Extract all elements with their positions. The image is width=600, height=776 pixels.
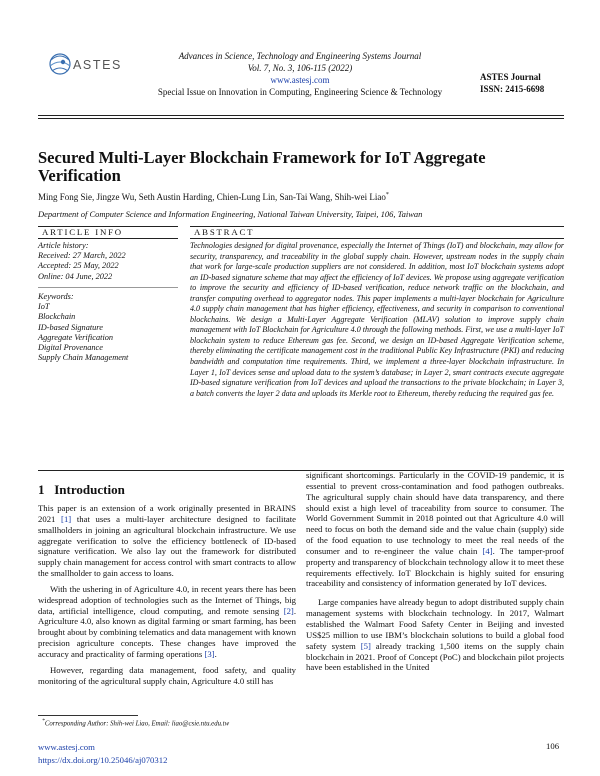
text: Large companies have already begun to adopt distributed supply chain management systems with blockchain technology. In 2017, Walmart established the Walmart Food Safety Center in Beijing and invested US$25 million to use IBM’s blockchain solutions to build a global food safety system — [306, 597, 564, 651]
journal-id — [480, 72, 544, 95]
corresponding-mark: * — [385, 192, 389, 198]
text: . — [214, 648, 217, 659]
received-date: Received: 27 March, 2022 — [38, 251, 126, 261]
footnote-mark: * — [42, 718, 45, 724]
footer-links — [38, 741, 167, 766]
online-date: Online: 04 June, 2022 — [38, 271, 113, 281]
footer-website-link[interactable]: www.astesj.com — [38, 742, 95, 752]
section-title: Introduction — [54, 482, 125, 497]
right-column — [306, 470, 564, 673]
affiliation: Department of Computer Science and Information Engineering, National Taiwan University, Taipei, 106, Taiwan — [38, 209, 423, 219]
keyword: Supply Chain Management — [38, 353, 129, 363]
article-info — [38, 241, 178, 282]
footnote-text: Corresponding Author: Shih-wei Liao, Email: liao@csie.ntu.edu.tw — [44, 720, 230, 728]
abstract-rule — [190, 238, 564, 239]
keyword: Digital Provenance — [38, 343, 103, 353]
citation-link[interactable]: [1] — [61, 513, 72, 524]
footnote-rule — [38, 715, 138, 716]
author-list — [38, 192, 389, 202]
footnote — [42, 718, 229, 727]
article-info-heading: ARTICLE INFO — [42, 227, 123, 237]
journal-short: ASTES Journal — [480, 72, 541, 82]
keyword: IoT — [38, 302, 50, 312]
keyword: Aggregate Verification — [38, 332, 114, 342]
section-heading — [38, 482, 125, 498]
keywords-block — [38, 292, 178, 363]
text: . The tamper-proof property and transparency of blockchain technology allow it to meet these requirements effectively. IoT Blockchain is highly suited for ensuring traceability and consistency of information generated by IoT devices. — [306, 545, 564, 589]
journal-name: Advances in Science, Technology and Engineering Systems Journal — [178, 51, 422, 61]
info-rule — [38, 238, 178, 239]
keyword: ID-based Signature — [38, 322, 103, 332]
text: This paper is an extension of a work originally presented in BRAINS 2021 — [38, 503, 296, 524]
accepted-date: Accepted: 25 May, 2022 — [38, 261, 119, 271]
text: With the ushering in of Agriculture 4.0, in recent years there has been widespread adoption of technologies such as the Internet of Things, big data, artificial intelligence, cloud computing, and remote sensing — [38, 583, 296, 616]
paragraph — [38, 503, 296, 579]
citation-link[interactable]: [2] — [283, 605, 294, 616]
citation-link[interactable]: [3] — [204, 648, 215, 659]
section-number: 1 — [38, 482, 45, 497]
abstract-text: Technologies designed for digital provenance, especially the Internet of Things (IoT) and blockchain, may allow for security, transparency, and traceability in the global supply chain. However, upstream nodes in the supply chain that work for large-scale production suppliers are not considered. In addition, most IoT blockchain systems adopt an ID-based signature scheme that may affect the efficiency of IoT devices. We propose using aggregate verification to improve the security and efficiency of ID-based verification, reduce network traffic on the blockchain, and transfer computing overhead to aggregator nodes. This paper implements a multi-layer blockchain for Agriculture 4.0 supply chain management that has higher efficiency, effectiveness, and security in comparison to conventional blockchains. We design a Multi-Layer Aggregate Verification (MLAV) solution to improve supply chain management with IoT Blockchain for Agriculture 4.0 through the following methods. First, we use a multi-layer IoT blockchain system to reduce Ethereum gas fee. Second, we design an ID-based Aggregate Verification scheme, thereby eliminating the certificate management cost in the traditional Public Key Infrastructure (PKI) and reducing bandwidth and computation time requirements. Third, we implement a three-layer blockchain infrastructure. In Layer 1, IoT devices sense and upload data to the system’s database; in Layer 2, smart contracts execute aggregate ID-based signature verification from IoT devices and upload the transactions to the private blockchain; in Layer 3, a batch converts the layer 2 data and uploads its Merkle root to Ethereum, thereby reducing the required gas fee. — [190, 241, 564, 398]
doi-link[interactable]: https://dx.doi.org/10.25046/aj070312 — [38, 754, 168, 765]
text: already tracking 1,500 items on the supply chain blockchain in 2021. Proof of Concept (PoC) and blockchain pilot projects have been established in the United — [306, 640, 564, 673]
paragraph — [38, 584, 296, 660]
header-rule-2 — [38, 118, 564, 119]
paragraph: However, regarding data management, food safety, and quality monitoring of the agricultural supply chain, Agriculture 4.0 still has — [38, 664, 296, 686]
header-rule — [38, 115, 564, 116]
citation-link[interactable]: [4] — [482, 545, 493, 556]
special-issue: Special Issue on Innovation in Computing, Engineering Science & Technology — [157, 87, 443, 97]
journal-header — [140, 50, 460, 98]
keywords-label: Keywords: — [38, 292, 74, 301]
page-number: 106 — [546, 741, 560, 751]
text: significant shortcomings. Particularly in the COVID-19 pandemic, it is essential to prevent cross-contamination and food pathogen outbreaks. The agricultural supply chain should have data transparency, and there should exist a high level of traceability from source to consumer. The World Government Summit in 2018 pointed out that Agriculture 4.0 will need to focus on both the demand side and the value chain (supply) side of the food equation to use technology to meet the real needs of the consumer and to re-engineer the value chain — [306, 470, 564, 556]
text: that uses a multi-layer architecture designed to facilitate smallholders in joining an agricultural blockchain infrastructure. We use aggregate verification to solve the efficiency bottleneck of ID-based signature verification. We also lay out the framework for distributed supply chain management for access control with smart contracts to allow the smallholder to gain access to loans. — [38, 513, 296, 579]
issn: ISSN: 2415-6698 — [480, 83, 545, 94]
citation-link[interactable]: [5] — [360, 640, 371, 651]
keywords-rule — [38, 287, 178, 288]
left-column — [38, 503, 296, 687]
paragraph — [306, 470, 564, 589]
paragraph — [306, 597, 564, 673]
paper-title: Secured Multi-Layer Blockchain Framework for IoT Aggregate Verification — [38, 148, 486, 185]
authors: Ming Fong Sie, Jingze Wu, Seth Austin Harding, Chien-Lung Lin, San-Tai Wang, Shih-wei Liao — [38, 192, 386, 202]
abstract-heading: ABSTRACT — [194, 227, 255, 237]
text: . Agriculture 4.0, also known as digital farming or smart farming, has been brought about by combining telematics and data management with known precision agriculture concepts. These changes have improved the accuracy and practicality of farming operations — [38, 605, 296, 659]
keyword: Blockchain — [38, 312, 76, 322]
volume-line: Vol. 7, No. 3, 106-115 (2022) — [247, 63, 353, 73]
history-label: Article history: — [38, 241, 89, 250]
journal-website-link[interactable]: www.astesj.com — [270, 75, 330, 85]
brand-name: ASTES — [73, 58, 122, 72]
